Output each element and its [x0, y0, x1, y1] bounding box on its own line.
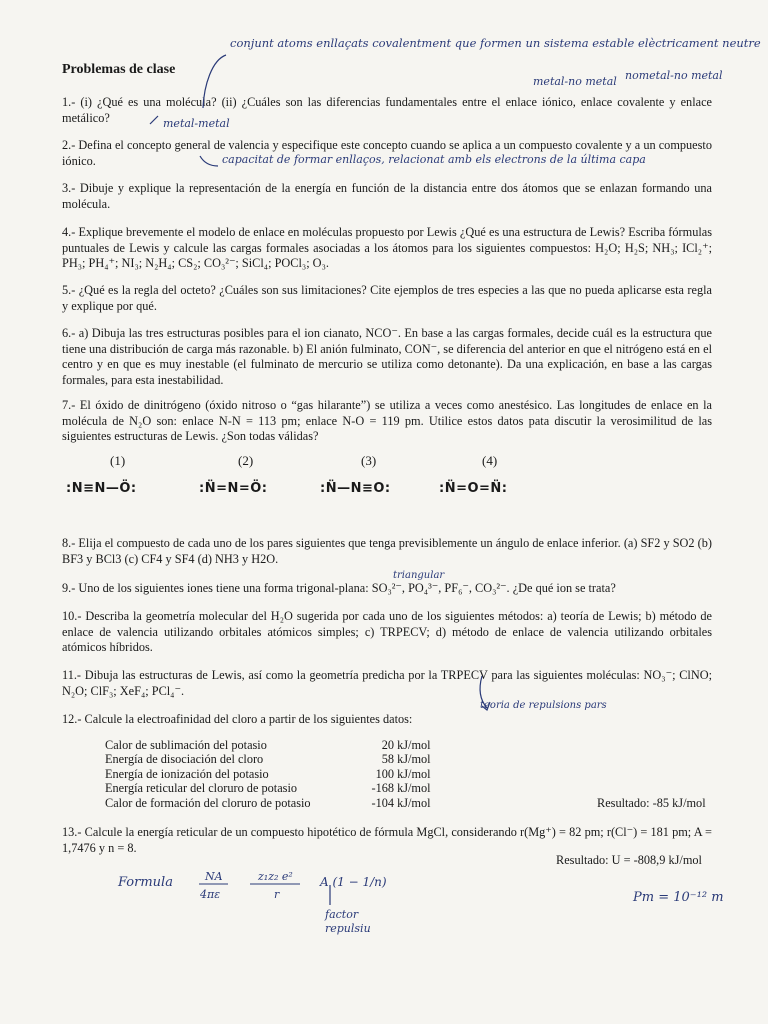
structure-number-1: (1) — [110, 453, 126, 468]
annotation-metal-nometal: metal-no metal — [533, 75, 617, 88]
question-10: 10.- Describa la geometría molecular del H₂O sugerida por cada uno de los siguientes métodos: a) teoría de Lewis; b) método de enlace de valencia utilizando orbitales atómicos simples; c) TRPECV; d) método de enlace de valencia utilizando orbitales atómicos híbridos. — [62, 609, 712, 655]
structure-number-2: (2) — [238, 453, 254, 468]
question-3: 3.- Dibuje y explique la representación de la energía en función de la distancia entre dos átomos que se enlazan formando una molécula. — [62, 181, 712, 211]
annotation-metal-metal: metal-metal — [163, 117, 230, 130]
annotation-molecule-def: conjunt atoms enllaçats covalentment que formen un sistema estable elèctricament neutre — [230, 36, 761, 50]
annotation-factor: factor repulsiu — [325, 908, 371, 935]
table-value: -104 kJ/mol — [371, 795, 431, 810]
question-6: 6.- a) Dibuja las tres estructuras posibles para el ion cianato, NCO⁻. En base a las cargas formales, decide cuál es la estructura que tiene una distribución de carga más razonable. b) El anión fulminato, CON⁻, se diferencia del anterior en que el nitrógeno está en el centro y en que es muy inestable (el fulminato de mercurio se utiliza como detonante). Da una explicación, en base a las cargas formales, para esta inestabilidad. — [62, 326, 712, 387]
structure-formula-4: :N̈=O=N̈: — [439, 481, 508, 496]
question-11: 11.- Dibuja las estructuras de Lewis, así como la geometría predicha por la TRPECV para las siguientes moléculas: NO₃⁻; ClNO; N₂O; ClF₃; XeF₄; PCl₄⁻. — [62, 668, 712, 698]
structure-number-4: (4) — [482, 453, 498, 468]
table-label: Calor de sublimación del potasio — [105, 738, 267, 752]
question-7: 7.- El óxido de dinitrógeno (óxido nitroso o “gas hilarante”) se utiliza a veces como anestésico. Las longitudes de enlace en la molécula de N₂O son: enlace N-N = 113 pm; enlace N-O = 119 pm. Utilice estos datos pata discutir la verosimilitud de las siguientes estructuras de Lewis. ¿Son todas válidas? — [62, 398, 712, 444]
question-8: 8.- Elija el compuesto de cada uno de los pares siguientes que tenga previsiblemente un ángulo de enlace inferior. (a) SF2 y SO2 (b) BF3 y BCl3 (c) CF4 y SF4 (d) NH3 y H2O. — [62, 536, 712, 566]
structure-formula-3: :N̈—N≡O: — [320, 481, 391, 496]
question-9: 9.- Uno de los siguientes iones tiene una forma trigonal-plana: SO₃²⁻, PO₄³⁻, PF₆⁻, CO₃²⁻. ¿De qué ion se trata? — [62, 581, 616, 595]
structure-formula-1: :N≡N—Ö: — [66, 481, 137, 496]
table-value: -168 kJ/mol — [371, 781, 431, 796]
question-13: 13.- Calcule la energía reticular de un compuesto hipotético de fórmula MgCl, considerando r(Mg⁺) = 82 pm; r(Cl⁻) = 181 pm; A = 1,7476 y n = 8. — [62, 825, 712, 855]
question-4: 4.- Explique brevemente el modelo de enlace en moléculas propuesto por Lewis ¿Qué es una estructura de Lewis? Escriba fórmulas puntuales de Lewis y calcule las cargas formales asociadas a los átomos para los siguientes compuestos: H₂O; H₂S; NH₃; ICl₂⁺; PH₃; PH₄⁺; NI₃; N₂H₄; CS₂; CO₃²⁻; SiCl₄; POCl₃; O₃. — [62, 225, 712, 271]
table-value: 100 kJ/mol — [375, 766, 431, 781]
table-value: 58 kJ/mol — [381, 752, 431, 767]
page-title: Problemas de clase — [62, 62, 176, 77]
annotation-valence-def: capacitat de formar enllaços, relacionat amb els electrons de la última capa — [222, 153, 646, 166]
table-label: Calor de formación del cloruro de potasio — [105, 795, 311, 810]
formula-denominator-4pie: 4πε — [200, 888, 221, 901]
structure-number-3: (3) — [361, 453, 377, 468]
formula-denominator-r: r — [274, 888, 280, 901]
table-value: 20 kJ/mol — [381, 738, 431, 752]
formula-madelung: A (1 − 1/n) — [320, 875, 387, 889]
question-12: 12.- Calcule la electroafinidad del cloro a partir de los siguientes datos: — [62, 712, 413, 726]
annotation-teoria: teoria de repulsions pars — [480, 700, 607, 711]
annotation-nometal-nometal: nometal-no metal — [625, 69, 723, 82]
annotation-triangular: triangular — [393, 570, 445, 581]
question-2: 2.- Defina el concepto general de valencia y especifique este concepto cuando se aplica a un compuesto covalente y a un compuesto iónico. — [62, 138, 712, 168]
q13-result: Resultado: U = -808,9 kJ/mol — [556, 853, 702, 867]
q12-result: Resultado: -85 kJ/mol — [597, 796, 706, 810]
annotation-pm: Pm = 10⁻¹² m — [633, 890, 724, 905]
formula-label: Formula — [118, 875, 173, 890]
table-label: Energía de ionización del potasio — [105, 766, 269, 781]
table-label: Energía de disociación del cloro — [105, 752, 264, 767]
structure-formula-2: :N̈=N=Ö: — [199, 481, 268, 496]
formula-numerator-na: NA — [205, 870, 223, 883]
question-1: 1.- (i) ¿Qué es una molécula? (ii) ¿Cuáles son las diferencias fundamentales entre el enlace iónico, enlace covalente y enlace metálico? — [62, 95, 712, 125]
question-5: 5.- ¿Qué es la regla del octeto? ¿Cuáles son sus limitaciones? Cite ejemplos de tres especies a las que no pueda aplicarse esta regla y explique por qué. — [62, 283, 712, 313]
formula-numerator-z: z₁z₂ e² — [258, 870, 293, 883]
table-label: Energía reticular del cloruro de potasio — [105, 781, 298, 796]
